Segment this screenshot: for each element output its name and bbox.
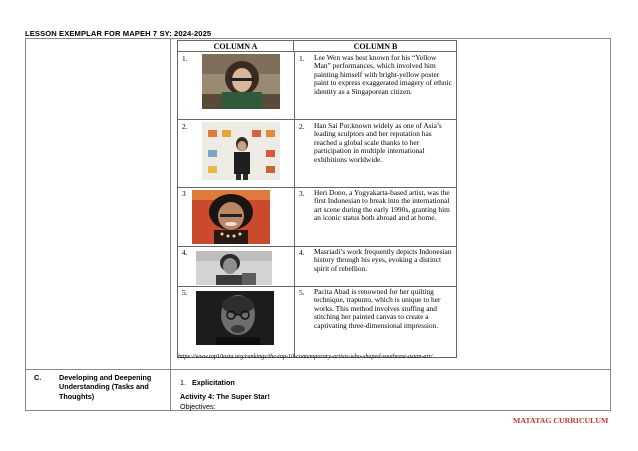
row-1-description: Lee Wen was best known for his “Yellow Man” performances, which involved him painting himself with bright-yellow poster paint to express exaggerated imagery of ethnic identity as a Singaporean citizen. <box>314 53 452 96</box>
curriculum-footer: MATATAG CURRICULUM <box>513 416 609 425</box>
row-5-number-a: 5. <box>182 288 188 297</box>
matching-column-divider <box>294 52 295 357</box>
row-4-description: Masriadi’s work frequently depicts Indonesian history through his eyes, evoking a distinct spirit of rebellion. <box>314 247 452 273</box>
section-c-letter: C. <box>34 373 42 382</box>
row-separator <box>178 119 456 120</box>
row-2-number-b: 2. <box>299 122 305 131</box>
row-5-description: Pacita Abad is renowned for her quilting technique, trapunto, which is unique to her works. This method involves stuffing and stitching her painted canvas to create a captivating three-dimensional impression. <box>314 287 441 330</box>
table-row-divider <box>25 369 611 370</box>
document-header: LESSON EXEMPLAR FOR MAPEH 7 SY: 2024-2025 <box>25 29 212 38</box>
row-3-number-b: 3. <box>299 189 305 198</box>
table-column-divider <box>170 38 171 411</box>
source-link[interactable]: https://www.top10asia.org/rankings/the-top-10-contemporary-artists-who-shaped-southeast-asian-art/ <box>178 353 433 360</box>
row-1-number-a: 1. <box>182 54 188 63</box>
row-3-description: Heri Dono, a Yogyakarta-based artist, was the first Indonesian to break into the international art scene during the early 1990s, granting him an iconic status both abroad and at home. <box>314 188 450 223</box>
row-1-number-b: 1. <box>299 54 305 63</box>
activity-title: Activity 4: The Super Star! <box>180 392 270 401</box>
row-2-description: Han Sai Por,known widely as one of Asia’s leading sculptors and her reputation has reached a global scale thanks to her participation in multiple international exhibitions worldwide. <box>314 121 442 164</box>
column-a-header: COLUMN A <box>178 41 294 52</box>
row-2-number-a: 2. <box>182 122 188 131</box>
objectives-label: Objectives: <box>180 402 216 411</box>
artist-photo-2 <box>202 122 280 180</box>
column-b-header: COLUMN B <box>294 41 457 52</box>
artist-photo-4 <box>196 251 272 285</box>
explicitation-number: 1. <box>180 378 186 387</box>
matching-table <box>177 40 457 358</box>
row-4-number-a: 4. <box>182 248 188 257</box>
explicitation-item <box>180 378 235 387</box>
row-4-number-b: 4. <box>299 248 305 257</box>
artist-photo-1 <box>202 54 280 109</box>
artist-photo-3 <box>192 190 270 244</box>
artist-photo-5 <box>196 291 274 345</box>
section-c-title: Developing and Deepening Understanding (Tasks and Thoughts) <box>59 373 152 401</box>
row-5-number-b: 5. <box>299 288 305 297</box>
row-3-number-a: 3 <box>182 189 186 198</box>
explicitation-label: Explicitation <box>192 378 235 387</box>
